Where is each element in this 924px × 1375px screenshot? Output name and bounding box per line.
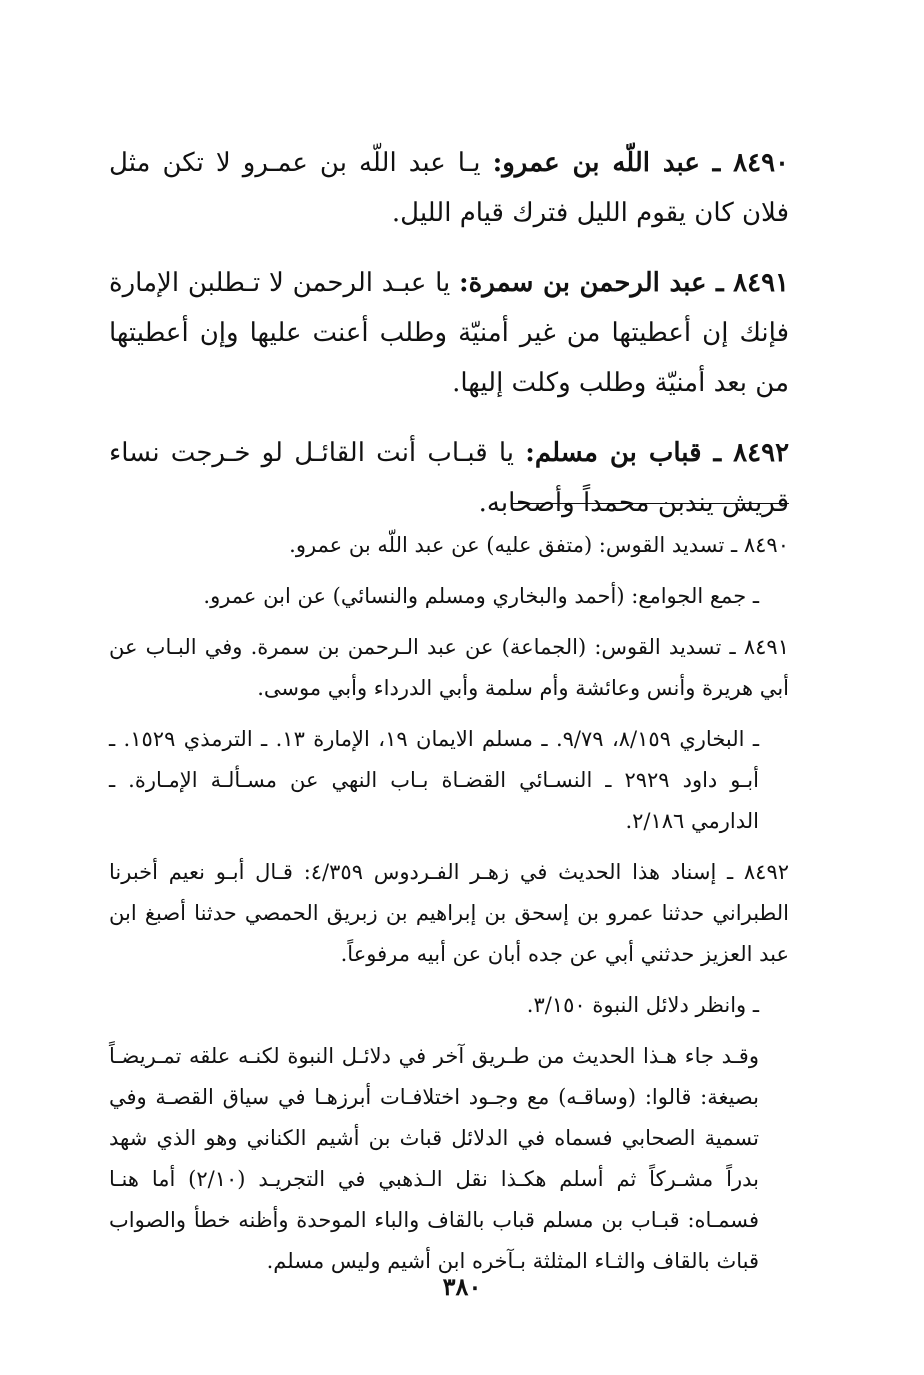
footnote-8492-dalail: ـ وانظر دلائل النبوة ٣/١٥٠. (526, 993, 759, 1017)
main-text (109, 138, 789, 548)
entry-heading: ٨٤٩٢ ـ قباب بن مسلم: (525, 438, 790, 468)
footnote-8492-commentary: وقـد جاء هـذا الحديث من طـريق آخر في دلائـل النبوة لكنـه علقه تمـريضـاً بصيغة: قالوا: (وساقـه) مع وجـود اختلافـات أبرزهـا في سياق القصـة وفي تسمية الصحابي فسماه في الدلائل قباث بن أشيم الكناني وهو الذي شهد بدراً مشـركاً ثم أسلم هكـذا نقل الـذهبي في التجريـد (٢/١٠) أما هنـا فسمـاه: قبـاب بن مسلم قباب بالقاف والباء الموحدة وأظنه خطأ والصواب قباث بالقاف والثـاء المثلثة بـآخره ابن أشيم وليس مسلم. (109, 1044, 759, 1273)
footnote-8490: ٨٤٩٠ ـ تسديد القوس: (متفق عليه) عن عبد اللّه بن عمرو. (289, 533, 789, 557)
page-number: ٣٨٠ (442, 1272, 482, 1301)
entry-body: يا عبـد الرحمن لا تـطلبن الإمارة فإنك إن أعطيتها من غير أمنيّة وطلب أعنت عليها وإن أعطيتها من بعد أمنيّة وطلب وكلت إليها. (109, 268, 789, 398)
hadith-entry-8490 (109, 138, 789, 238)
hadith-entry-8491 (109, 258, 789, 408)
entry-body: يا قبـاب أنت القائـل لو خـرجت نساء قريش يندبن محمداً وأصحابه. (109, 438, 789, 518)
footnotes (109, 525, 789, 1292)
footnote-separator (511, 503, 789, 504)
footnote-8491-refs: ـ البخاري ٨/١٥٩، ٩/٧٩. ـ مسلم الايمان ١٩، الإمارة ١٣. ـ الترمذي ١٥٢٩. ـ أبـو داود ٢٩٢٩ ـ النسـائي القضـاة بـاب النهي عن مسـألـة الإمـارة. ـ الدارمي ٢/١٨٦. (109, 727, 760, 833)
entry-heading: ٨٤٩٠ ـ عبد اللّه بن عمرو: (492, 148, 789, 178)
entry-body: يـا عبد اللّه بن عمـرو لا تكن مثل فلان كان يقوم الليل فترك قيام الليل. (109, 148, 789, 228)
footnote-8492: ٨٤٩٢ ـ إسناد هذا الحديث في زهـر الفـردوس ٤/٣٥٩: قـال أبـو نعيم أخبرنا الطبراني حدثنا عمرو بن إسحق بن إبراهيم بن زبريق الحمصي حدثنا أصبغ ابن عبد العزيز حدثني أبي عن جده أبان عن أبيه مرفوعاً. (109, 860, 790, 966)
entry-heading: ٨٤٩١ ـ عبد الرحمن بن سمرة: (459, 268, 790, 298)
footnote-8490-jam: ـ جمع الجوامع: (أحمد والبخاري ومسلم والنسائي) عن ابن عمرو. (203, 584, 759, 608)
hadith-entry-8492 (109, 428, 789, 528)
footnote-8491: ٨٤٩١ ـ تسديد القوس: (الجماعة) عن عبد الـرحمن بن سمرة. وفي البـاب عن أبي هريرة وأنس وعائشة وأم سلمة وأبي الدرداء وأبي موسى. (109, 635, 789, 700)
